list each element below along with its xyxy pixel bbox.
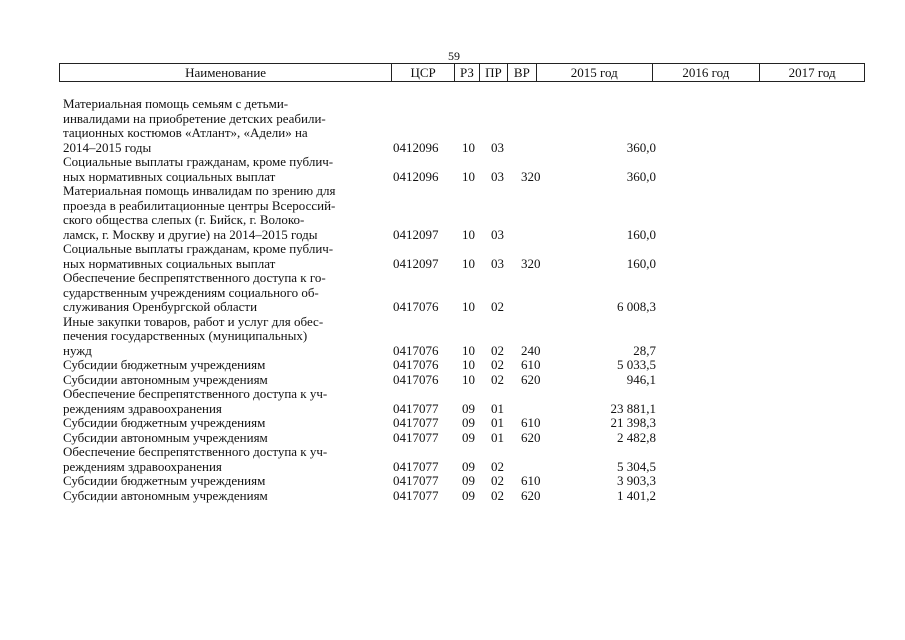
header-2016: 2016 год [653, 64, 761, 81]
cell-rz: 09 [462, 458, 475, 474]
cell-csr: 0412097 [393, 226, 439, 242]
cell-pr: 03 [491, 168, 504, 184]
cell-rz: 09 [462, 429, 475, 445]
cell-csr: 0417077 [393, 487, 439, 503]
table-row [0, 416, 905, 431]
cell-vr: 620 [521, 487, 541, 503]
cell-csr: 0417077 [393, 473, 439, 488]
cell-name: ных нормативных социальных выплат [63, 168, 276, 184]
cell-name: служивания Оренбургской области [63, 299, 258, 314]
table-row [0, 286, 905, 301]
cell-rz: 10 [462, 255, 475, 271]
cell-name: Субсидии автономным учреждениям [63, 371, 268, 387]
cell-name: Обеспечение беспрепятственного доступа к го- [63, 270, 326, 285]
table-row [0, 358, 905, 373]
table-row [0, 402, 905, 417]
cell-csr: 0412096 [393, 139, 439, 155]
table-row [0, 271, 905, 286]
page-number: 59 [448, 49, 460, 63]
cell-pr: 02 [491, 299, 504, 314]
table-row [0, 213, 905, 228]
cell-vr: 620 [521, 371, 541, 387]
table-row [0, 315, 905, 330]
table-row [0, 489, 905, 504]
cell-name: реждениям здравоохранения [63, 458, 222, 474]
cell-csr: 0412097 [393, 255, 439, 271]
table-row [0, 387, 905, 402]
cell-rz: 10 [462, 139, 475, 155]
header-pr: ПР [480, 64, 508, 81]
cell-vr: 610 [521, 415, 541, 430]
cell-rz: 09 [462, 487, 475, 503]
cell-2015: 360,0 [626, 168, 656, 184]
cell-name: Обеспечение беспрепятственного доступа к уч- [63, 444, 328, 459]
cell-rz: 09 [462, 415, 475, 430]
cell-name: нужд [63, 342, 92, 358]
table-row [0, 199, 905, 214]
cell-rz: 10 [462, 168, 475, 184]
cell-2015: 5 304,5 [617, 458, 656, 474]
cell-csr: 0417077 [393, 415, 439, 430]
cell-2015: 160,0 [626, 226, 656, 242]
cell-csr: 0417076 [393, 299, 439, 314]
table-row [0, 373, 905, 388]
table-row [0, 445, 905, 460]
cell-2015: 160,0 [626, 255, 656, 271]
cell-name: инвалидами на приобретение детских реабили- [63, 110, 326, 126]
cell-csr: 0417077 [393, 458, 439, 474]
cell-name: реждениям здравоохранения [63, 400, 222, 416]
cell-2015: 23 881,1 [610, 400, 656, 416]
cell-csr: 0412096 [393, 168, 439, 184]
cell-name: Субсидии бюджетным учреждениям [63, 357, 266, 372]
table-row [0, 155, 905, 170]
cell-name: Субсидии автономным учреждениям [63, 429, 268, 445]
table-body [0, 97, 905, 503]
header-vr: ВР [508, 64, 537, 81]
cell-2015: 3 903,3 [617, 473, 656, 488]
cell-name: ского общества слепых (г. Бийск, г. Волоко- [63, 212, 305, 227]
table-header [59, 63, 865, 82]
table-row [0, 126, 905, 141]
table-row [0, 474, 905, 489]
cell-2015: 2 482,8 [617, 429, 656, 445]
cell-rz: 10 [462, 357, 475, 372]
cell-pr: 02 [491, 473, 504, 488]
cell-csr: 0417076 [393, 342, 439, 358]
table-row [0, 242, 905, 257]
header-name: Наименование [60, 64, 392, 81]
cell-csr: 0417077 [393, 400, 439, 416]
cell-2015: 6 008,3 [617, 299, 656, 314]
cell-pr: 02 [491, 487, 504, 503]
cell-name: Материальная помощь инвалидам по зрению для [63, 183, 336, 198]
table-row [0, 112, 905, 127]
cell-name: Обеспечение беспрепятственного доступа к уч- [63, 386, 328, 401]
cell-2015: 1 401,2 [617, 487, 656, 503]
cell-name: ных нормативных социальных выплат [63, 255, 276, 271]
cell-pr: 01 [491, 429, 504, 445]
cell-csr: 0417076 [393, 357, 439, 372]
cell-name: Иные закупки товаров, работ и услуг для обес- [63, 313, 324, 329]
cell-rz: 10 [462, 342, 475, 358]
cell-name: печения государственных (муниципальных) [63, 328, 308, 343]
table-row [0, 300, 905, 315]
header-2015: 2015 год [537, 64, 653, 81]
cell-pr: 02 [491, 458, 504, 474]
table-row [0, 431, 905, 446]
cell-pr: 03 [491, 139, 504, 155]
cell-rz: 10 [462, 299, 475, 314]
cell-vr: 610 [521, 357, 541, 372]
cell-pr: 02 [491, 371, 504, 387]
table-row [0, 141, 905, 156]
cell-rz: 09 [462, 400, 475, 416]
cell-name: Субсидии автономным учреждениям [63, 487, 268, 503]
cell-vr: 240 [521, 342, 541, 358]
table-row [0, 170, 905, 185]
cell-pr: 02 [491, 357, 504, 372]
cell-name: 2014–2015 годы [63, 139, 152, 155]
cell-name: Субсидии бюджетным учреждениям [63, 473, 266, 488]
cell-pr: 03 [491, 226, 504, 242]
header-2017: 2017 год [788, 65, 836, 80]
cell-pr: 01 [491, 415, 504, 430]
cell-name: проезда в реабилитационные центры Всероссий- [63, 197, 336, 213]
cell-name: Социальные выплаты гражданам, кроме публич- [63, 241, 334, 256]
cell-vr: 610 [521, 473, 541, 488]
cell-pr: 01 [491, 400, 504, 416]
cell-csr: 0417076 [393, 371, 439, 387]
cell-vr: 620 [521, 429, 541, 445]
cell-vr: 320 [521, 255, 541, 271]
cell-2015: 946,1 [626, 371, 656, 387]
cell-name: Социальные выплаты гражданам, кроме публич- [63, 154, 334, 169]
table-row [0, 329, 905, 344]
cell-vr: 320 [521, 168, 541, 184]
table-row [0, 460, 905, 475]
cell-name: Материальная помощь семьям с детьми- [63, 96, 289, 111]
cell-2015: 21 398,3 [610, 415, 656, 430]
header-csr: ЦСР [392, 64, 455, 81]
cell-2015: 28,7 [633, 342, 656, 358]
cell-pr: 02 [491, 342, 504, 358]
table-row [0, 344, 905, 359]
cell-2015: 5 033,5 [617, 357, 656, 372]
cell-2015: 360,0 [626, 139, 656, 155]
table-row [0, 97, 905, 112]
cell-name: сударственным учреждениям социального об- [63, 284, 319, 300]
table-row [0, 184, 905, 199]
cell-name: ламск, г. Москву и другие) на 2014–2015 годы [63, 226, 318, 242]
cell-rz: 10 [462, 371, 475, 387]
cell-pr: 03 [491, 255, 504, 271]
cell-name: Субсидии бюджетным учреждениям [63, 415, 266, 430]
cell-name: тационных костюмов «Атлант», «Адели» на [63, 125, 308, 140]
header-rz: РЗ [455, 64, 480, 81]
cell-csr: 0417077 [393, 429, 439, 445]
cell-rz: 10 [462, 226, 475, 242]
table-row [0, 257, 905, 272]
table-row [0, 228, 905, 243]
cell-rz: 09 [462, 473, 475, 488]
